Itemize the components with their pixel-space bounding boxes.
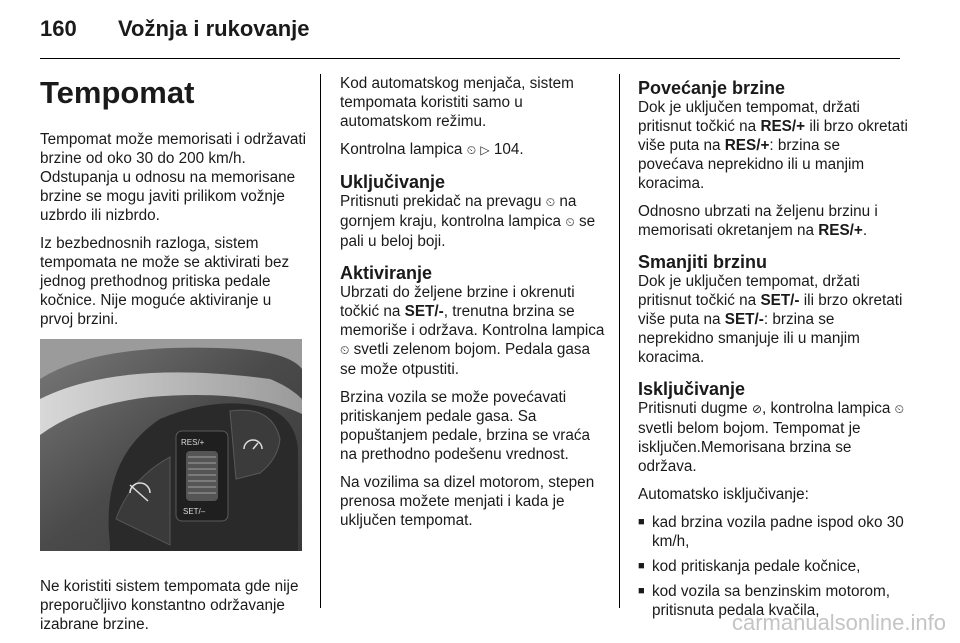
section-title: Vožnja i rukovanje: [118, 16, 310, 41]
text: ili brzo okretati više puta na: [638, 118, 908, 154]
steering-wheel-controls-photo: [40, 339, 302, 551]
automatic-paragraph: Kod automatskog menjača, sistem tempomata koristiti samo u automatskom režimu.: [340, 75, 574, 130]
cancel-cruise-icon: ⊘: [751, 402, 762, 416]
odnosno-paragraph: [638, 202, 908, 240]
page-number: 160: [40, 16, 77, 41]
accelerate-paragraph: Brzina vozila se može povećavati pritiskanjem pedale gasa. Sa popuštanjem pedale, brzina se vraća na prethodno podešenu vrednost.: [340, 389, 591, 463]
text: Dok je uključen tempomat, držati pritisnut točkić na: [638, 99, 860, 135]
text: Pritisnuti dugme: [638, 400, 748, 417]
heading-aktiviranje: Aktiviranje: [340, 263, 433, 283]
text: Dok je uključen tempomat, držati pritisnut točkić na: [638, 273, 860, 309]
heading-ukljucivanje: Uključivanje: [340, 172, 446, 192]
set-label: SET/-: [760, 292, 800, 309]
triangle-right-icon: ▷: [480, 143, 490, 157]
column-3: [638, 74, 908, 626]
heading-iskljucivanje: Isključivanje: [638, 379, 746, 399]
text: Odnosno ubrzati na željenu brzinu i memorisati okretanjem na: [638, 203, 878, 239]
text: ili brzo okretati više puta na: [638, 292, 903, 328]
diesel-paragraph: Na vozilima sa dizel motorom, stepen prenosa možete menjati i kada je uključen tempomat.: [340, 474, 595, 529]
set-label: SET/–: [183, 507, 206, 516]
page-header: [40, 16, 310, 42]
set-label: SET/-: [724, 311, 764, 328]
list-item: ■ kod vozila sa benzinskim motorom, pritisnuta pedala kvačila,: [638, 582, 908, 620]
heading-povecanje: Povećanje brzine: [638, 78, 786, 98]
warning-paragraph: Ne koristiti sistem tempomata gde nije preporučljivo konstantno održavanje izabrane brzine.: [40, 578, 299, 633]
column-divider-2: [619, 74, 620, 608]
text: , kontrolna lampica: [762, 400, 891, 417]
speedometer-icon: ⏲: [565, 215, 575, 229]
speedometer-icon: ⏲: [545, 195, 556, 209]
column-2: [340, 74, 610, 539]
text: : brzina se povećava neprekidno ili u manjim koracima.: [638, 137, 865, 192]
text: na gornjem kraju, kontrolna lampica: [340, 193, 577, 230]
column-1: [40, 74, 308, 643]
list-item: ■ kod pritiskanja pedale kočnice,: [638, 557, 908, 576]
auto-off-label: Automatsko isključivanje:: [638, 486, 809, 503]
text: .: [862, 222, 868, 239]
auto-off-list: [638, 513, 908, 620]
smanjiti-paragraph: [638, 272, 908, 367]
ukljucivanje-paragraph: [340, 192, 610, 251]
povecanje-paragraph: [638, 98, 908, 193]
iskljucivanje-paragraph: [638, 399, 908, 476]
header-rule: [40, 58, 900, 59]
page-title: Tempomat: [40, 75, 195, 110]
speedometer-icon: ⏲: [466, 143, 477, 157]
safety-paragraph: Iz bezbednosnih razloga, sistem tempomata ne može se aktivirati bez jednog prethodnog pritiska pedale kočnice. Nije moguće aktiviranje u prvoj brzini.: [40, 235, 290, 328]
column-divider-1: [320, 74, 321, 608]
res-label: RES/+: [818, 222, 863, 239]
heading-smanjiti: Smanjiti brzinu: [638, 252, 768, 272]
list-item: ■ kad brzina vozila padne ispod oko 30 km/h,: [638, 513, 908, 551]
indicator-reference: [340, 140, 610, 160]
res-label: RES/+: [760, 118, 806, 135]
indicator-text: Kontrolna lampica: [340, 141, 463, 158]
aktiviranje-paragraph: [340, 283, 610, 379]
intro-paragraph: Tempomat može memorisati i održavati brzine od oko 30 do 200 km/h. Odstupanja u odnosu na memorisane brzine se mogu javiti prilikom vožnje uzbrdo ili nizbrdo.: [40, 131, 307, 224]
set-label: SET/-: [404, 303, 444, 320]
res-label: RES/+: [724, 137, 770, 154]
speedometer-icon: ⏲: [894, 402, 905, 416]
steering-wheel-illustration: [40, 339, 302, 551]
text: svetli zelenom bojom. Pedala gasa se može otpustiti.: [340, 341, 591, 378]
page-reference: 104.: [493, 141, 524, 158]
watermark: carmanualsonline.info: [731, 610, 946, 635]
text: se pali u beloj boji.: [340, 213, 596, 250]
res-label: RES/+: [181, 438, 205, 447]
text: : brzina se neprekidno smanjuje ili u manjim koracima.: [638, 311, 860, 366]
text: Ubrzati do željene brzine i okrenuti točkić na: [340, 284, 575, 320]
text: , trenutna brzina se memoriše i održava. Kontrolna lampica: [340, 303, 605, 339]
text: svetli belom bojom. Tempomat je isključen.Memorisana brzina se održava.: [638, 420, 861, 475]
speedometer-icon: ⏲: [340, 343, 350, 357]
text: Pritisnuti prekidač na prevagu: [340, 193, 542, 210]
